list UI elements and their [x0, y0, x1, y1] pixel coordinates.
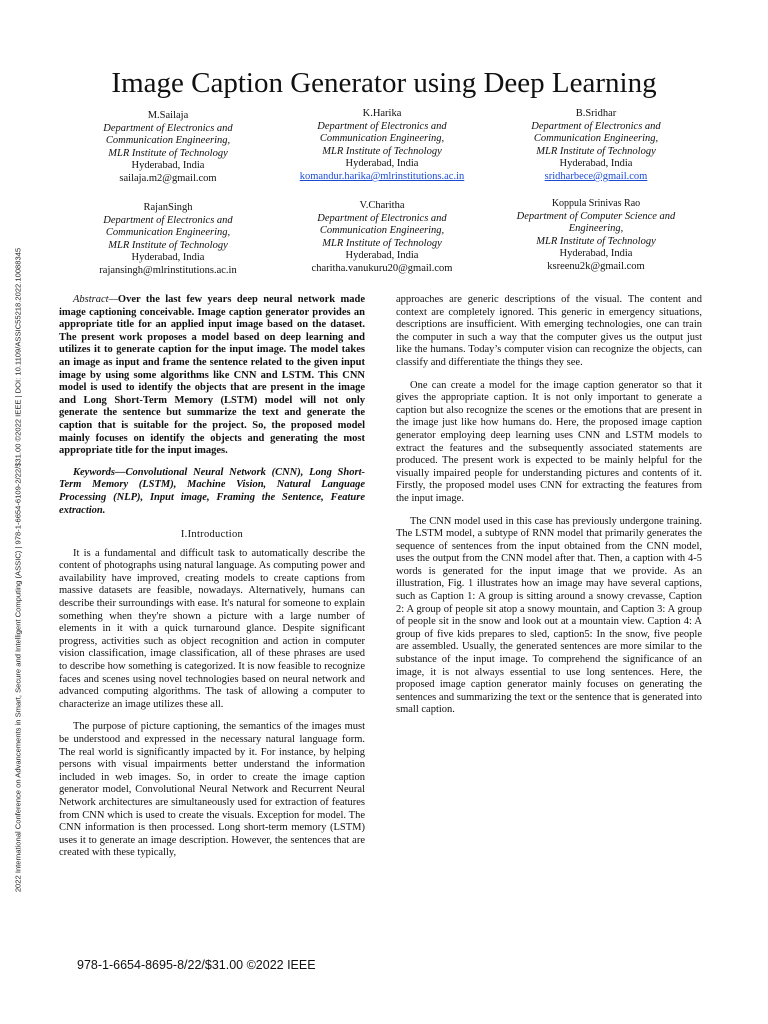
author-institute: MLR Institute of Technology [536, 145, 656, 157]
author-institute: MLR Institute of Technology [322, 145, 442, 157]
paper-title: Image Caption Generator using Deep Learning [111, 67, 657, 99]
side-doi-text: 2022 International Conference on Advancements in Smart, Secure and Intelligent Computing (ASSIC) | 978-1-6654-6109-2/22/$31.00 ©2022 IEEE | DOI: 10.1109/ASSIC55218.2022.10088345 [13, 247, 23, 893]
author-email-link[interactable]: komandur.harika@mlrinstitutions.ac.in [299, 170, 465, 182]
keywords-text: Convolutional Neural Network (CNN), Long Short-Term Memory (LSTM), Machine Vision, Natural Language Processing (NLP), Input image, Framing the Sentence, Feature extraction. [59, 466, 365, 516]
section-heading: I.Introduction [180, 529, 244, 541]
keywords-label: Keywords— [73, 466, 126, 478]
body-paragraph: The CNN model used in this case has previously undergone training. The LSTM model, a subtype of RNN model that primarily generates the sequence of sentences from the input obtained from the CNN model, uses the output from the CNN model after that. Then, a caption with 4-5 words is generated for the input image that we provide. As an illustration, Fig. 1 illustrates how an image may have several captions, such as Caption 1: A group is sitting around a snowy crevasse, Caption 2: A group of people sit atop a snowy mountain, and Caption 3: A group of people sit in the snow and look out at a mountain view. Caption 4: A group of five kids prepares to sled, caption5: In the snow, five people are assembled. Usually, the generated sentences are more similar to the substance of the input image. To comprehend the significance of an image, it is not always essential to use long sentences. Here, the proposed image caption generator mainly focuses on generating the sentences and summarizing the text or the sentence that is generated into small caption. [396, 515, 702, 716]
side-doi-strip [11, 190, 25, 950]
intro-paragraph: The purpose of picture captioning, the semantics of the images must be understood and expressed in the necessary natural language form. The real world is significantly impacted by it. For instance, by helping persons with visual impairments better understand the information included in web images. So, in order to create the image caption generator model, Convolutional Neural Network and Recurrent Neural Network architectures are simultaneously used for extraction of features from CNN which is used to create the visuals. Exception for model. The CNN information is then processed. Long short-term memory (LSTM) uses it to generate an image description. However, the sentences that are created with these typically, [59, 721, 365, 859]
right-column [396, 294, 702, 717]
author-dept: Department of Electronics and [103, 122, 233, 134]
author-email: ksreenu2k@gmail.com [547, 260, 645, 272]
author-block [276, 200, 488, 278]
copyright-footer: 978-1-6654-8695-8/22/$31.00 ©2022 IEEE [77, 958, 316, 972]
body-paragraph: One can create a model for the image caption generator so that it gives the appropriate caption. It is not only important to generate a caption but also recognize the scenes or the emotions that are present in the image just like how humans do. Here, the proposed image caption generator employing deep learning uses CNN and LSTM models to extract the features and the subsequently associated statements are produced. The present work is expected to be mainly helpful for the visually impaired people for understanding pictures and contents of it. Firstly, the proposed model uses CNN for extracting the features from the input image. [396, 379, 702, 504]
author-name: M.Sailaja [147, 110, 189, 121]
author-name: RajanSingh [143, 202, 193, 213]
author-name: B.Sridhar [575, 108, 617, 119]
author-email: sailaja.m2@gmail.com [119, 172, 217, 184]
abstract-label: Abstract— [73, 294, 118, 305]
author-dept: Communication Engineering, [105, 135, 231, 147]
author-dept: Communication Engineering, [105, 227, 231, 239]
author-city: Hyderabad, India [131, 160, 205, 172]
author-dept: Communication Engineering, [319, 225, 445, 237]
author-name: Koppula Srinivas Rao [551, 198, 641, 209]
author-dept: Communication Engineering, [533, 133, 659, 145]
author-dept: Department of Electronics and [317, 120, 447, 132]
author-name: K.Harika [362, 108, 402, 119]
author-dept: Engineering, [568, 223, 624, 235]
author-block [62, 202, 274, 278]
author-city: Hyderabad, India [345, 250, 419, 262]
intro-paragraph: It is a fundamental and difficult task to automatically describe the content of photographs using natural language. As computing power and availability have improved, creating models to create captions from massive datasets are feasible, nowadays. Alternatively, humans can describe their surroundings with ease. It's natural for someone to explain something when they're shown a picture with a large number of elements in it with a quick turnaround glance. Despite significant progress, activities such as object recognition and action in computer vision classification, image classification, all of these phrases are used to describe how something is categorized. It is now feasible to recognize faces and scenes using novel technologies based on neural network and advanced computing algorithms. The task of allowing a computer to characterize an image utilizes these all. [59, 547, 365, 710]
author-block [490, 108, 702, 186]
author-dept: Department of Electronics and [103, 214, 233, 226]
left-column [59, 294, 365, 860]
body-paragraph: approaches are generic descriptions of the visual. The content and context are completely ignored. This generic in emergency situations, descriptions are insufficient. With emerging technologies, one can train the computer in such a way that the computer gives us the output just like the humans. Today’s computer vision can recognize the objects, can classify and differentiate the things they see. [396, 294, 702, 368]
author-institute: MLR Institute of Technology [322, 237, 442, 249]
author-block [62, 110, 274, 186]
author-city: Hyderabad, India [345, 158, 419, 170]
author-dept: Department of Computer Science and [516, 210, 676, 222]
author-dept: Department of Electronics and [317, 212, 447, 224]
author-institute: MLR Institute of Technology [108, 239, 228, 251]
abstract-text: Over the last few years deep neural network made image captioning conceivable. Image caption generator provides an appropriate title for an applied input image based on the dataset. The present work proposes a model based on deep learning and utilizes it to generate caption for the input image. The model takes an image as input and frame the sentence related to the given input image by using some algorithms like CNN and LSTM. This CNN model is used to identify the objects that are present in the image and Long Short-Term Memory (LSTM) model will not only generate the sentence but summarize the text and generate the caption that is suitable for the project. So, the proposed model mainly focuses on identify the objects and generating the most appropriate title for the input images. [59, 294, 365, 457]
author-email: rajansingh@mlrinstitutions.ac.in [99, 264, 237, 276]
author-name: V.Charitha [359, 200, 405, 211]
abstract [59, 294, 365, 458]
author-dept: Communication Engineering, [319, 133, 445, 145]
author-block [490, 198, 702, 278]
author-city: Hyderabad, India [559, 248, 633, 260]
author-block [276, 108, 488, 186]
keywords [59, 467, 365, 517]
author-row-2 [62, 200, 702, 278]
author-institute: MLR Institute of Technology [108, 147, 228, 159]
author-row-1 [62, 110, 702, 186]
author-dept: Department of Electronics and [531, 120, 661, 132]
author-email: charitha.vanukuru20@gmail.com [311, 262, 453, 274]
author-institute: MLR Institute of Technology [536, 235, 656, 247]
author-city: Hyderabad, India [559, 158, 633, 170]
author-city: Hyderabad, India [131, 252, 205, 264]
author-email-link[interactable]: sridharbece@gmail.com [544, 170, 648, 182]
